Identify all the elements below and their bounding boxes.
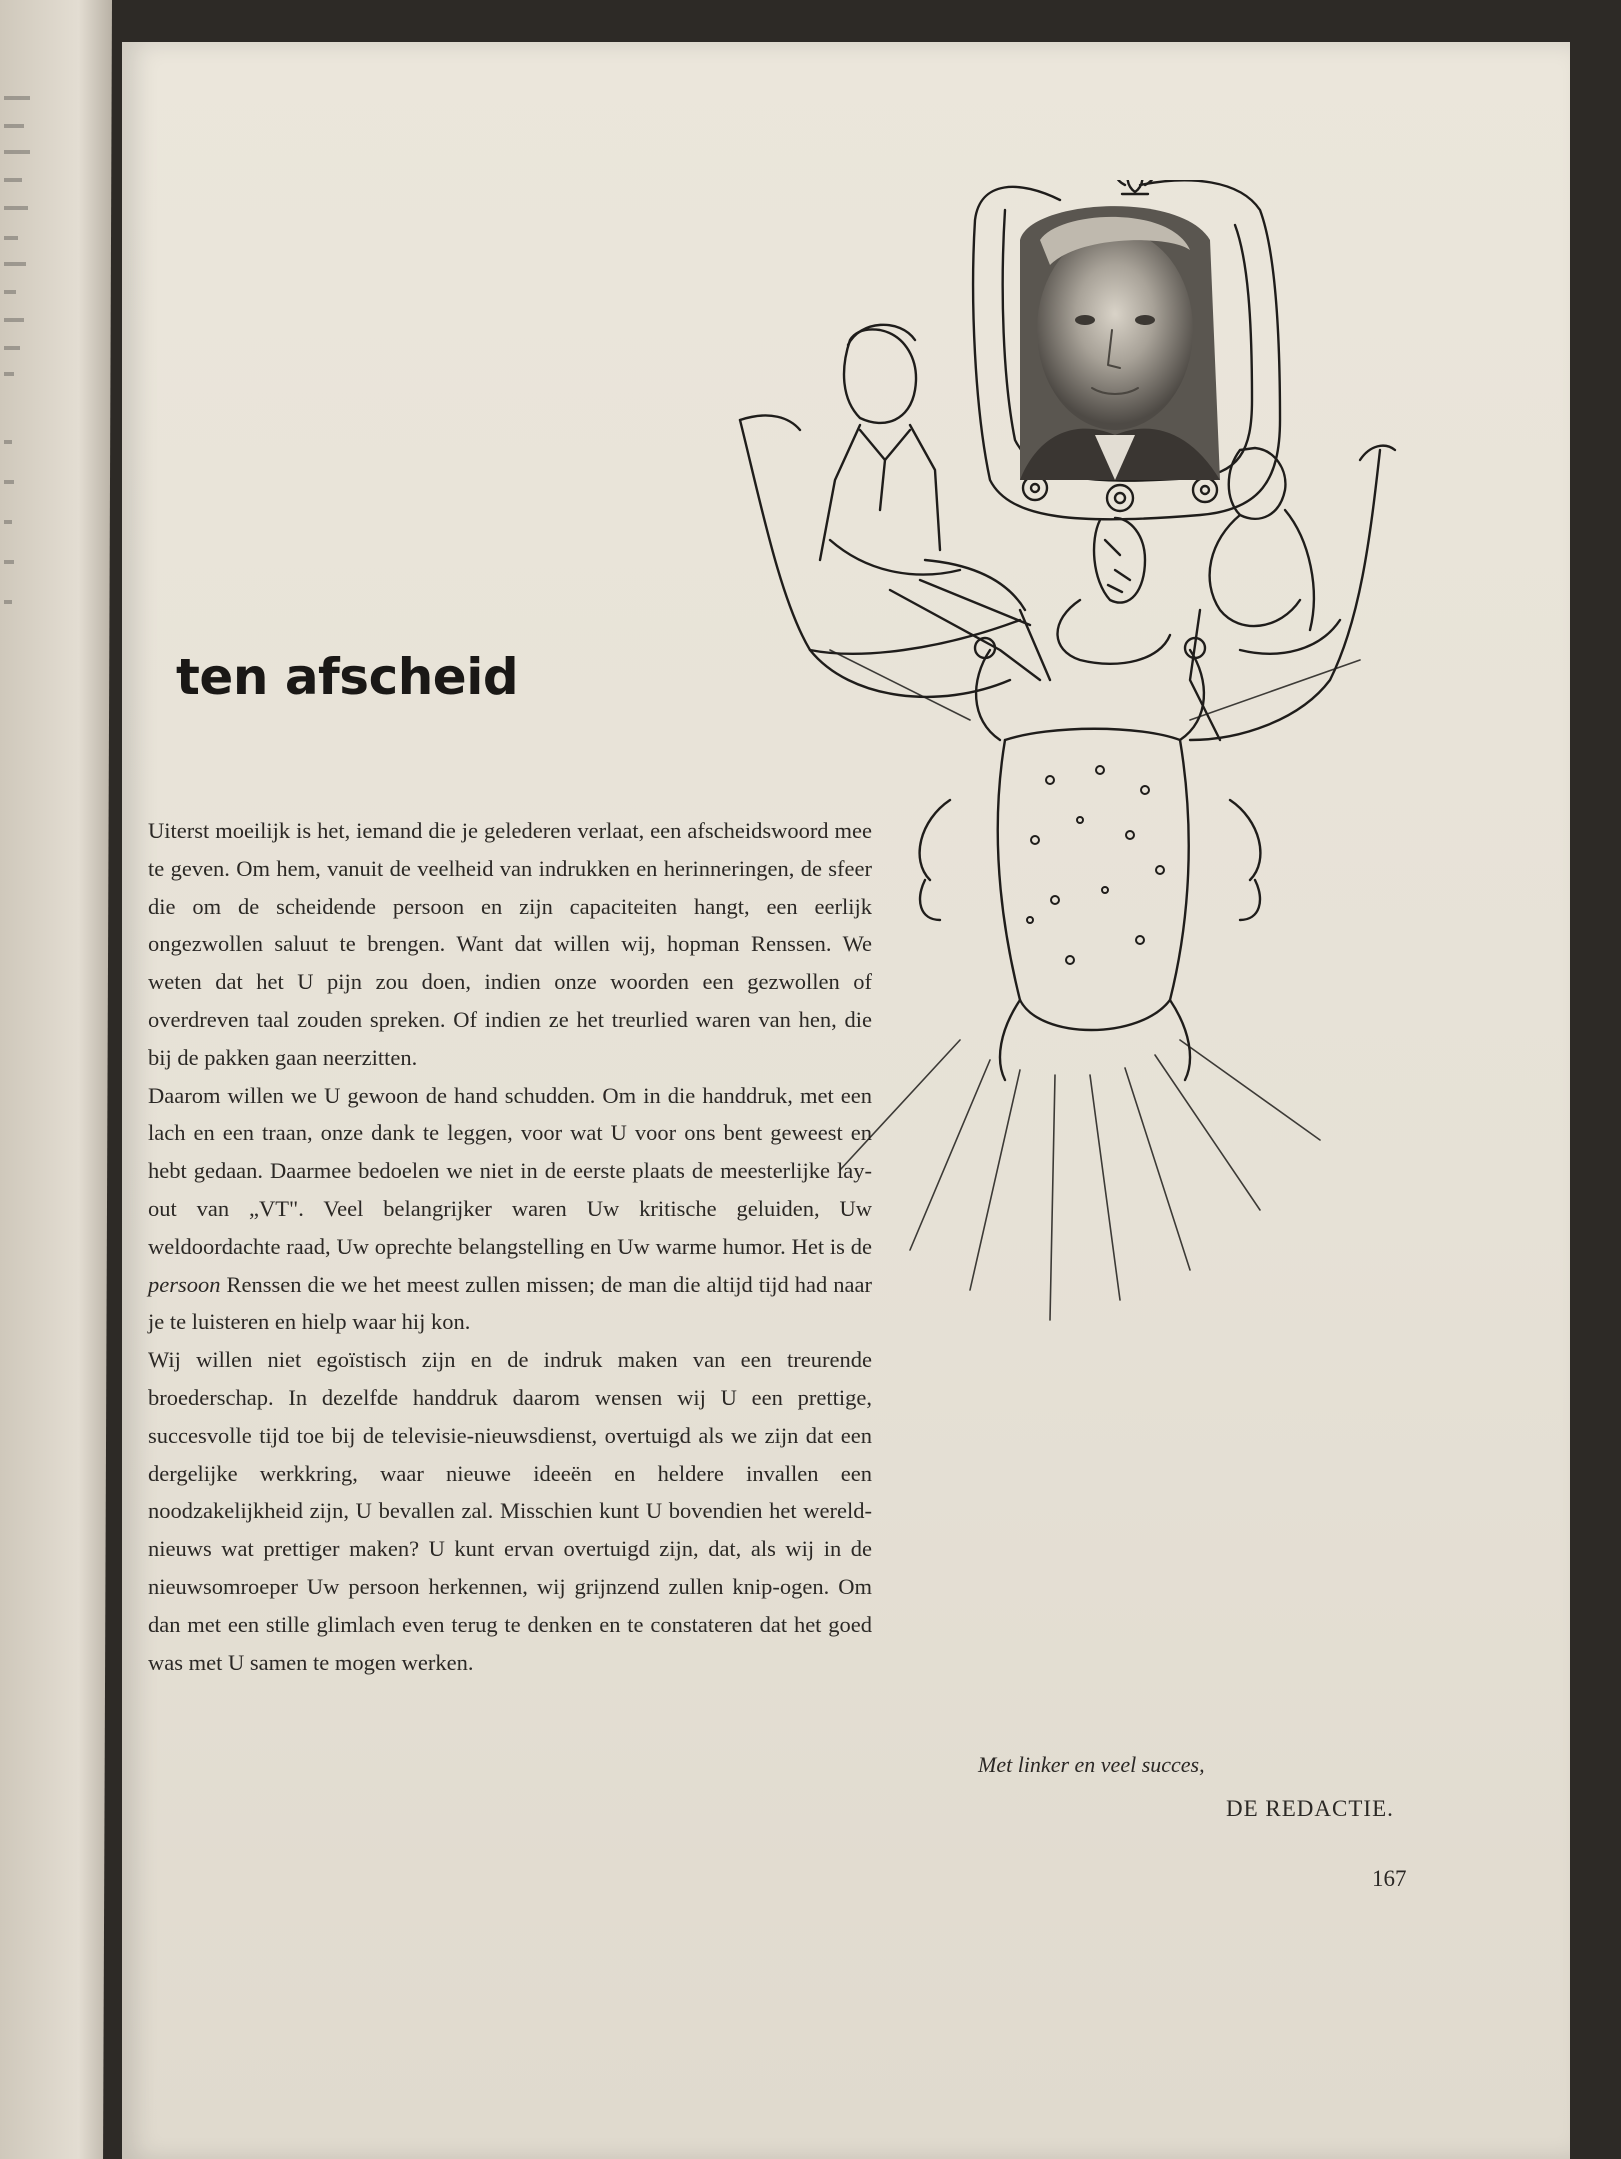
right-scout-figure (1190, 446, 1395, 740)
tv-stand (1058, 518, 1171, 664)
editorial-signature: DE REDACTIE. (1226, 1796, 1394, 1821)
armchair-icon (920, 638, 1261, 1080)
paragraph-2: Daarom willen we U gewoon de hand schudden. Om in die handdruk, met een lach en een traan, onze dank te leggen, voor wat U voor ons bent geweest en hebt gedaan. Daarmee bedoelen we niet in de eerste plaats de meesterlijke lay-out van „VT". Veel belangrijker waren Uw kritische geluiden, Uw weldoordachte raad, Uw oprechte belangstelling en Uw warme humor. Het is de persoon Renssen die we het meest zullen missen; de man die altijd tijd had naar je te luisteren en hielp waar hij kon. (148, 1082, 872, 1335)
television-icon (973, 180, 1280, 519)
paragraph-1: Uiterst moeilijk is het, iemand die je gelederen verlaat, een afscheidswoord mee te geven. Om hem, vanuit de veelheid van indrukken en herinneringen, de sfeer die om de scheidende persoon en zijn capaciteiten hangt, een eerlijk ongezwollen saluut te brengen. Want dat willen wij, hopman Renssen. We weten dat het U pijn zou doen, indien onze woorden een gezwollen of overdreven taal zouden spreken. Of indien ze het treurlied waren van hen, die bij de pakken gaan neerzitten. (148, 818, 872, 1070)
page-number: 167 (1372, 1866, 1407, 1891)
chair-pattern (1027, 766, 1164, 964)
television-illustration (720, 180, 1420, 1340)
portrait-photo (1020, 206, 1220, 480)
signoff-line: Met linker en veel succes, (978, 1752, 1205, 1777)
article-title: ten afscheid (176, 648, 519, 706)
left-scout-figure (740, 325, 1050, 697)
light-rays (830, 650, 1360, 1320)
facing-page-edge (0, 0, 112, 2159)
paragraph-3: Wij willen niet egoïstisch zijn en de indruk maken van een treurende broederschap. In dezelfde handdruk daarom wensen wij U een prettige, succesvolle tijd toe bij de televisie-nieuwsdienst, overtuigd als we zijn dat een dergelijke werkkring, waar nieuwe ideeën en heldere invallen een noodzakelijkheid zijn, U bevallen zal. Misschien kunt U bovendien het wereld-nieuws wat prettiger maken? U kunt ervan overtuigd zijn, dat, als wij in de nieuwsomroeper Uw persoon herkennen, wij grijnzend zullen knip-ogen. Om dan met een stille glimlach even terug te denken en te constateren dat het goed was met U samen te mogen werken. (148, 1347, 872, 1675)
fleur-de-lis-icon (1115, 180, 1154, 194)
